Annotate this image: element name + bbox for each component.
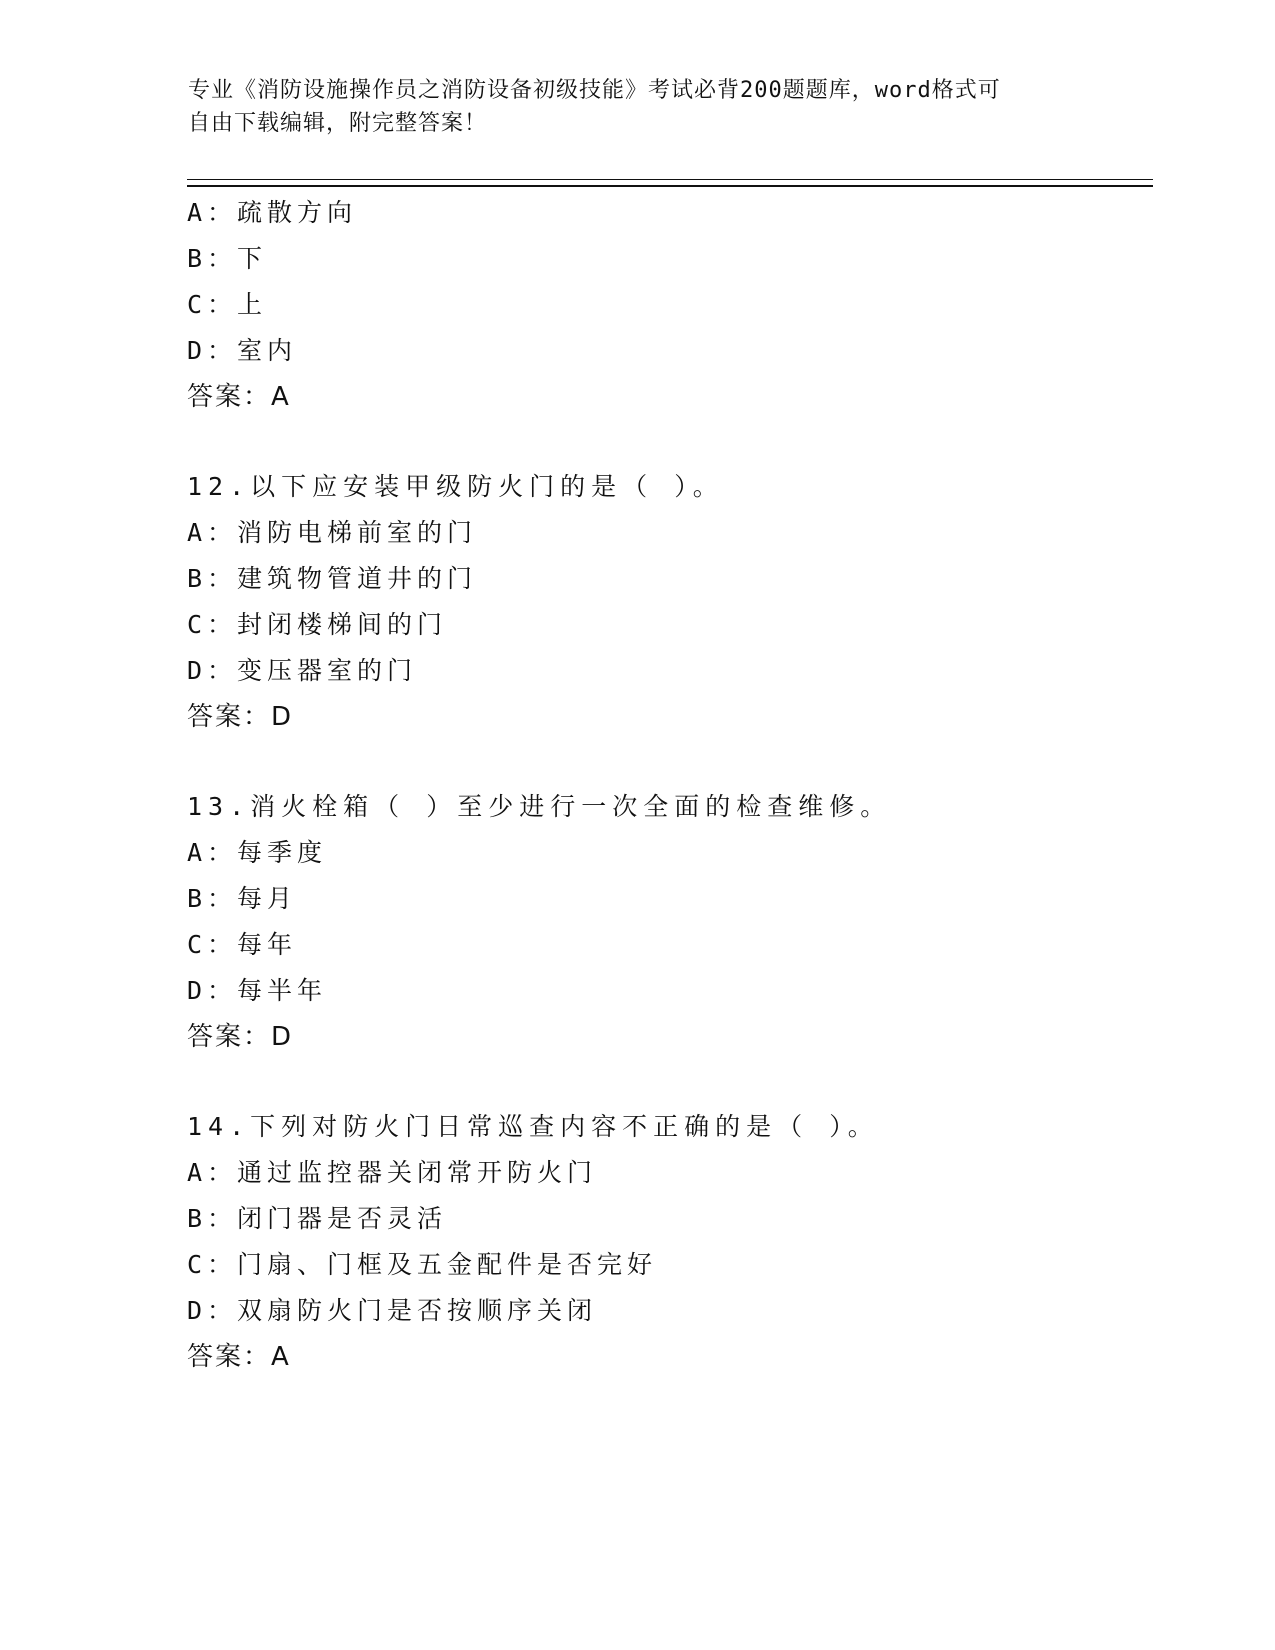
spacer bbox=[187, 1060, 1147, 1104]
option-d: D：双扇防火门是否按顺序关闭 bbox=[187, 1296, 598, 1325]
header-divider bbox=[187, 179, 1153, 187]
option-b: B：闭门器是否灵活 bbox=[187, 1204, 448, 1233]
option-c: C：上 bbox=[187, 290, 268, 319]
answer-line: 答案：A bbox=[187, 1342, 291, 1372]
document-header bbox=[188, 74, 1088, 140]
question-13 bbox=[187, 784, 1147, 1060]
option-c: C：封闭楼梯间的门 bbox=[187, 610, 448, 639]
answer-line: 答案：D bbox=[187, 1022, 294, 1052]
option-b: B：下 bbox=[187, 244, 268, 273]
question-list bbox=[187, 190, 1147, 1380]
question-12 bbox=[187, 464, 1147, 740]
question-14 bbox=[187, 1104, 1147, 1380]
header-title-line-1: 专业《消防设施操作员之消防设备初级技能》考试必背200题题库，word格式可 bbox=[188, 78, 1001, 103]
spacer bbox=[187, 420, 1147, 464]
answer-line: 答案：D bbox=[187, 702, 294, 732]
option-d: D：室内 bbox=[187, 336, 298, 365]
option-a: A：消防电梯前室的门 bbox=[187, 518, 478, 547]
answer-line: 答案：A bbox=[187, 382, 291, 412]
option-d: D：变压器室的门 bbox=[187, 656, 418, 685]
option-b: B：每月 bbox=[187, 884, 298, 913]
question-stem: 12.以下应安装甲级防火门的是（ ）。 bbox=[187, 472, 724, 501]
header-title-line-2: 自由下载编辑，附完整答案！ bbox=[188, 111, 488, 136]
spacer bbox=[187, 740, 1147, 784]
option-a: A：通过监控器关闭常开防火门 bbox=[187, 1158, 598, 1187]
question-stem: 14.下列对防火门日常巡查内容不正确的是（ ）。 bbox=[187, 1112, 879, 1141]
option-b: B：建筑物管道井的门 bbox=[187, 564, 478, 593]
question-stem: 13.消火栓箱（ ）至少进行一次全面的检查维修。 bbox=[187, 792, 892, 821]
question-11-partial bbox=[187, 190, 1147, 420]
option-a: A：每季度 bbox=[187, 838, 328, 867]
option-c: C：每年 bbox=[187, 930, 298, 959]
option-d: D：每半年 bbox=[187, 976, 328, 1005]
option-c: C：门扇、门框及五金配件是否完好 bbox=[187, 1250, 658, 1279]
option-a: A：疏散方向 bbox=[187, 198, 358, 227]
